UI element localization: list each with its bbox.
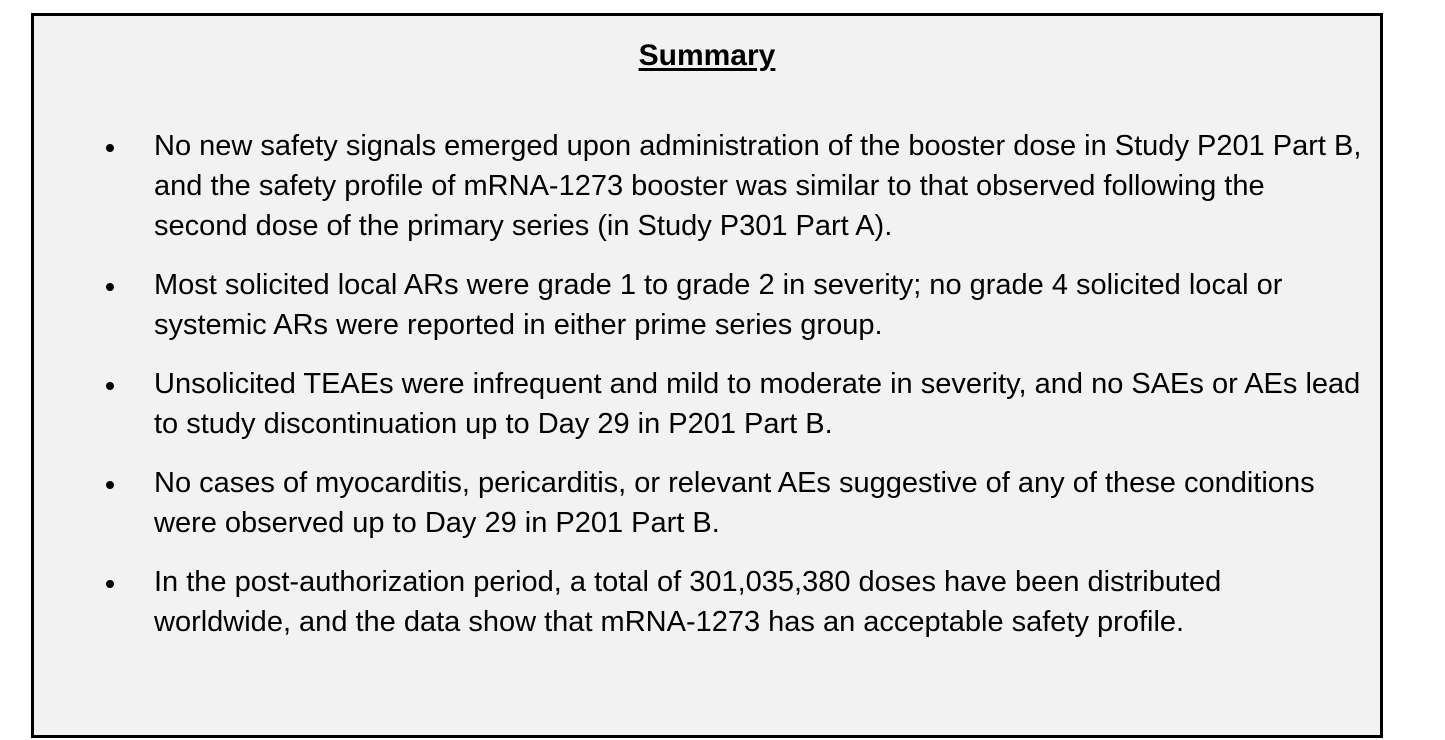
- bullet-text: Unsolicited TEAEs were infrequent and mild to moderate in severity, and no SAEs or AEs lead to study discontinuation up to Day 29 in P201 Part B.: [154, 368, 1361, 440]
- list-item: [34, 126, 1380, 246]
- bullet-text: Most solicited local ARs were grade 1 to grade 2 in severity; no grade 4 solicited local or systemic ARs were reported in either prime series group.: [154, 269, 1283, 341]
- summary-box: [31, 13, 1383, 738]
- bullet-icon: [106, 283, 114, 291]
- bullet-text: In the post-authorization period, a total of 301,035,380 doses have been distributed worldwide, and the data show that mRNA-1273 has an acceptable safety profile.: [154, 566, 1222, 638]
- list-item: [34, 463, 1380, 543]
- list-item: [34, 364, 1380, 444]
- list-item: [34, 562, 1380, 642]
- bullet-icon: [106, 382, 114, 390]
- bullet-text: No new safety signals emerged upon administration of the booster dose in Study P201 Part B, and the safety profile of mRNA-1273 booster was similar to that observed following the second dose of the primary series (in Study P301 Part A).: [154, 130, 1362, 242]
- summary-bullet-list: [34, 126, 1380, 661]
- bullet-icon: [106, 580, 114, 588]
- list-item: [34, 265, 1380, 345]
- summary-title: Summary: [638, 39, 776, 72]
- bullet-icon: [106, 144, 114, 152]
- bullet-text: No cases of myocarditis, pericarditis, or relevant AEs suggestive of any of these conditions were observed up to Day 29 in P201 Part B.: [154, 467, 1315, 539]
- bullet-icon: [106, 481, 114, 489]
